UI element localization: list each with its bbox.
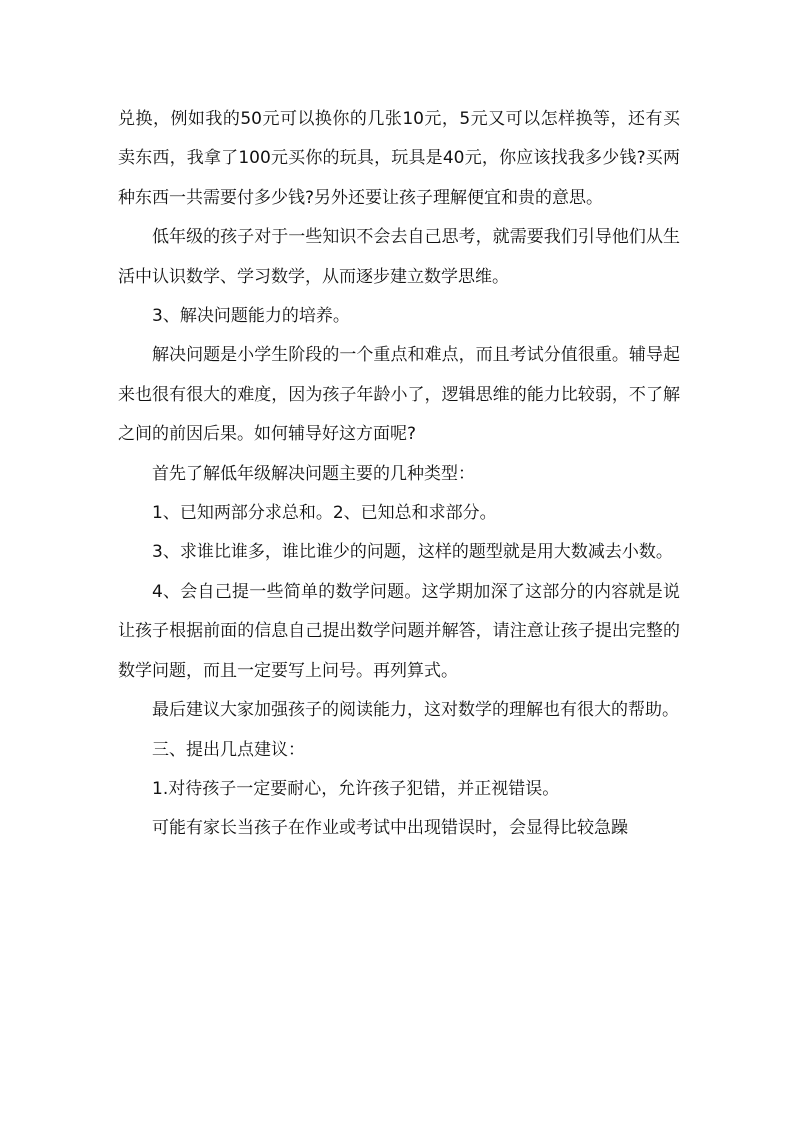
suggestion-1: 1.对待孩子一定要耐心，允许孩子犯错，并正视错误。 xyxy=(152,778,560,799)
heading-problem-solving: 3、解决问题能力的培养。 xyxy=(152,306,350,327)
paragraph-problem-solving: 解决问题是小学生阶段的一个重点和难点，而且考试分值很重。辅导起来也很有很大的难度，因为孩子年龄小了，逻辑思维的能力比较弱，不了解之间的前因后果。如何辅导好这方面呢? xyxy=(118,345,680,445)
heading-suggestions: 三、提出几点建议： xyxy=(152,739,305,760)
paragraph-reading: 最后建议大家加强孩子的阅读能力，这对数学的理解也有很大的帮助。 xyxy=(152,700,679,721)
paragraph-continuation: 兑换，例如我的50元可以换你的几张10元，5元又可以怎样换等，还有买卖东西，我拿了100元买你的玩具，玩具是40元，你应该找我多少钱?买两种东西一共需要付多少钱?另外还要让孩子理解便宜和贵的意思。 xyxy=(118,109,680,208)
paragraph-thinking: 低年级的孩子对于一些知识不会去自己思考，就需要我们引导他们从生活中认识数学、学习数学，从而逐步建立数学思维。 xyxy=(118,227,680,287)
paragraph-parents: 可能有家长当孩子在作业或考试中出现错误时，会显得比较急躁 xyxy=(152,818,628,839)
paragraph-types-intro: 首先了解低年级解决问题主要的几种类型： xyxy=(152,463,475,484)
list-item-4: 4、会自己提一些简单的数学问题。这学期加深了这部分的内容就是说让孩子根据前面的信息自己提出数学问题并解答，请注意让孩子提出完整的数学问题，而且一定要写上问号。再列算式。 xyxy=(118,581,680,681)
list-item-1-2: 1、已知两部分求总和。2、已知总和求部分。 xyxy=(152,503,497,524)
list-item-3: 3、求谁比谁多，谁比谁少的问题，这样的题型就是用大数减去小数。 xyxy=(152,542,673,563)
document-body xyxy=(118,100,680,849)
